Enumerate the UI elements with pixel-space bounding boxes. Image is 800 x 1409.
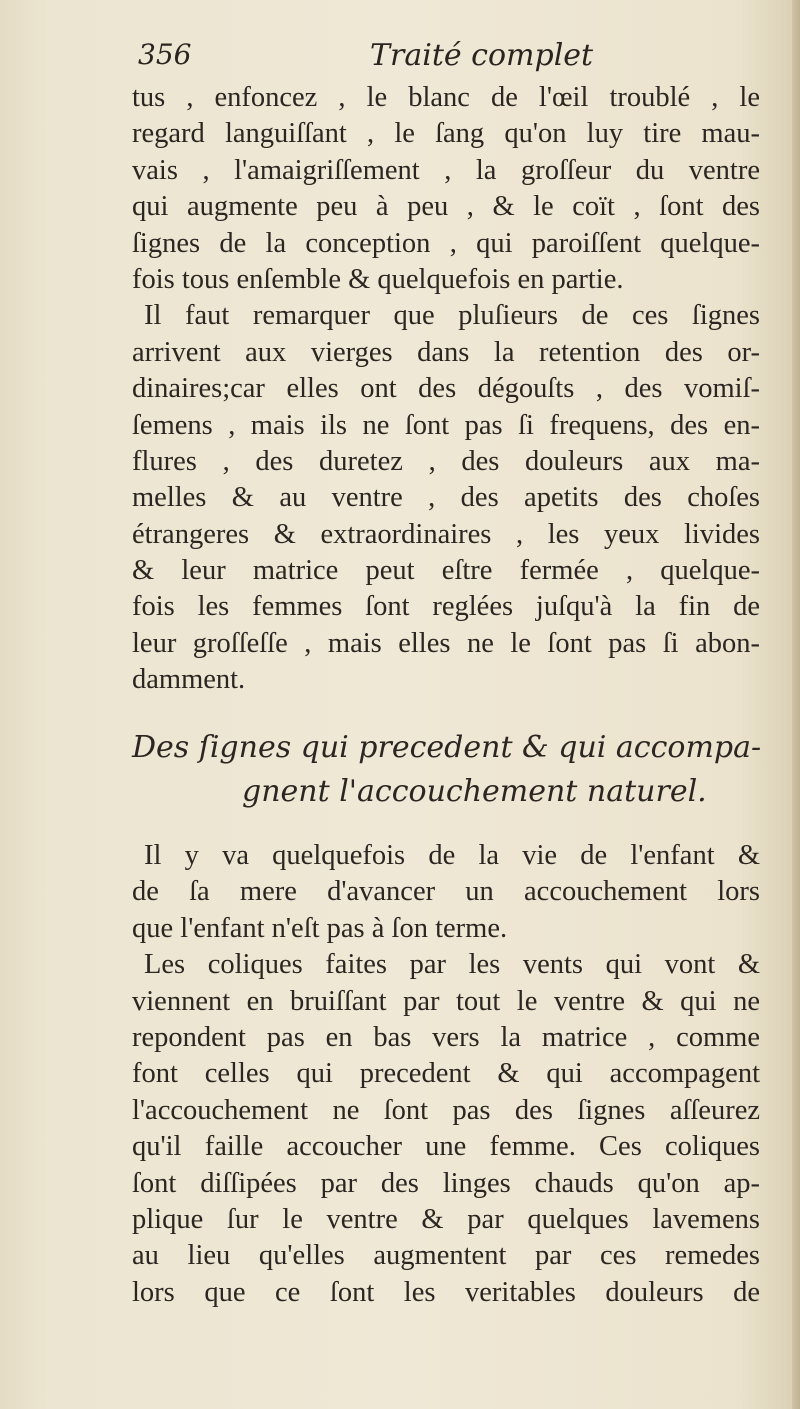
heading-line: gnent l'accouchement naturel.	[242, 774, 707, 809]
text-line: fois tous enſemble & quelquefois en partie.	[132, 263, 624, 295]
text-line: viennent en bruiſſant par tout le ventre & qui ne	[132, 985, 760, 1017]
text-line: regard languiſſant , le ſang qu'on luy tire mau-	[132, 118, 760, 150]
body-text-top	[132, 80, 760, 699]
text-line: de ſa mere d'avancer un accouchement lors	[132, 876, 760, 908]
text-line: melles & au ventre , des apetits des choſes	[132, 482, 760, 514]
section-heading	[132, 726, 760, 814]
text-line: & leur matrice peut eſtre fermée , quelque-	[132, 555, 760, 587]
text-line: ſont diſſipées par des linges chauds qu'on ap-	[132, 1167, 760, 1199]
page-header	[138, 38, 758, 78]
text-line: Il y va quelquefois de la vie de l'enfant &	[144, 840, 760, 871]
text-line: repondent pas en bas vers la matrice , comme	[132, 1021, 760, 1053]
text-line: qui augmente peu à peu , & le coït , ſont des	[132, 191, 760, 223]
text-line: l'accouchement ne ſont pas des ſignes aſſeurez	[132, 1094, 760, 1126]
text-line: damment.	[132, 664, 246, 696]
paragraph-continuation	[132, 80, 760, 298]
page-edge	[792, 0, 800, 1409]
text-line: arrivent aux vierges dans la retention des or-	[132, 336, 760, 368]
text-line: vais , l'amaigriſſement , la groſſeur du ventre	[132, 154, 760, 186]
text-line: ſemens , mais ils ne ſont pas ſi frequens, des en-	[132, 409, 760, 441]
text-line: Il faut remarquer que pluſieurs de ces ſignes	[144, 300, 760, 332]
text-line: font celles qui precedent & qui accompagent	[132, 1058, 760, 1090]
page-number: 356	[138, 38, 192, 71]
text-line: leur groſſeſſe , mais elles ne le ſont pas ſi abon-	[132, 627, 760, 659]
text-line: que l'enfant n'eſt pas à ſon terme.	[132, 912, 508, 944]
text-line: qu'il faille accoucher une femme. Ces coliques	[132, 1131, 760, 1163]
heading-line: Des ſignes qui precedent & qui accompa-	[132, 730, 762, 765]
running-title: Traité complet	[370, 38, 594, 73]
text-line: fois les femmes ſont reglées juſqu'à la fin de	[132, 591, 760, 623]
text-line: lors que ce ſont les veritables douleurs de	[132, 1276, 760, 1308]
text-line: flures , des duretez , des douleurs aux ma-	[132, 445, 760, 477]
body-text-bottom	[132, 838, 760, 1311]
text-line: étrangeres & extraordinaires , les yeux livides	[132, 518, 760, 550]
text-line: Les coliques faites par les vents qui vont &	[144, 949, 760, 981]
text-line: dinaires;car elles ont des dégouſts , des vomiſ-	[132, 373, 760, 405]
text-line: ſignes de la conception , qui paroiſſent quelque-	[132, 227, 760, 259]
paragraph	[132, 947, 760, 1311]
text-line: au lieu qu'elles augmentent par ces remedes	[132, 1240, 760, 1272]
paragraph	[132, 298, 760, 698]
text-line: plique ſur le ventre & par quelques lavemens	[132, 1203, 760, 1235]
text-line: tus , enfoncez , le blanc de l'œil troublé , le	[132, 82, 760, 113]
paragraph	[132, 838, 760, 947]
